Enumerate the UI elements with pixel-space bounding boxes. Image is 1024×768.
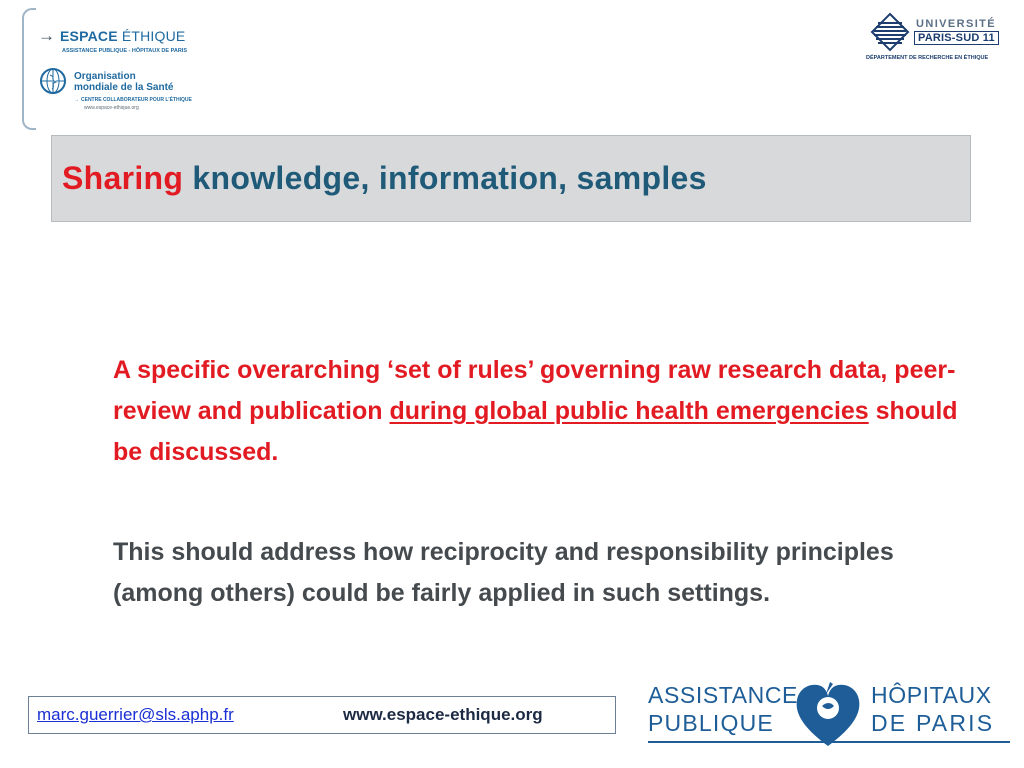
footer-contact-box <box>28 696 616 734</box>
small-arrow-icon: → <box>74 97 79 103</box>
espace-ethique-title <box>60 28 185 44</box>
heart-icon <box>793 678 863 750</box>
espace-ethique-logo <box>22 8 212 128</box>
universite-paris-sud-logo <box>866 10 1006 70</box>
who-collaborating-centre <box>74 97 192 103</box>
espace-ethique-subtitle: ASSISTANCE PUBLIQUE - HÔPITAUX DE PARIS <box>62 48 187 54</box>
espace-ethique-title-normal: ÉTHIQUE <box>117 28 186 44</box>
aphp-word-publique: PUBLIQUE <box>648 710 774 736</box>
aphp-word-assistance: ASSISTANCE <box>648 682 798 708</box>
aphp-word-de-paris: DE PARIS <box>871 710 995 736</box>
espace-ethique-title-row <box>38 26 185 46</box>
university-department: DÉPARTEMENT DE RECHERCHE EN ÉTHIQUE <box>866 55 989 61</box>
university-name: PARIS-SUD 11 <box>914 31 999 45</box>
slide-title-accent: Sharing <box>62 160 184 196</box>
university-emblem-icon <box>868 12 912 52</box>
university-label: UNIVERSITÉ <box>916 18 997 30</box>
body-paragraph-2: This should address how reciprocity and responsibility principles (among others) could be fairly applied in such settings. <box>113 538 894 607</box>
footer-website: www.espace-ethique.org <box>343 705 543 724</box>
slide-title <box>62 160 707 197</box>
aphp-word-hopitaux: HÔPITAUX <box>871 682 992 708</box>
aphp-logo-underline <box>648 741 1010 743</box>
paragraph-1-text-end: should be discussed. <box>113 397 958 466</box>
who-name <box>74 71 173 93</box>
who-name-line2: mondiale de la Santé <box>74 82 174 93</box>
arrow-right-icon: → <box>38 26 55 45</box>
who-centre-label: CENTRE COLLABORATEUR POUR L'ÉTHIQUE <box>81 97 192 103</box>
who-name-line1: Organisation <box>74 71 136 82</box>
who-website: www.espace-ethique.org <box>84 105 139 111</box>
logo-bracket <box>22 8 36 130</box>
who-emblem-icon <box>38 66 68 96</box>
aphp-logo <box>648 674 1010 754</box>
slide-title-rest: knowledge, information, samples <box>183 160 707 196</box>
body-paragraph-1 <box>113 350 963 473</box>
espace-ethique-title-bold: ESPACE <box>60 28 118 44</box>
contact-email-link[interactable]: marc.guerrier@sls.aphp.fr <box>37 705 234 724</box>
paragraph-1-underlined-text: during global public health emergencies <box>389 397 869 425</box>
paragraph-1-text-start: A specific overarching ‘set of rules’ governing raw research data, peer-review and publication <box>113 356 956 425</box>
slide-title-box <box>51 135 971 222</box>
